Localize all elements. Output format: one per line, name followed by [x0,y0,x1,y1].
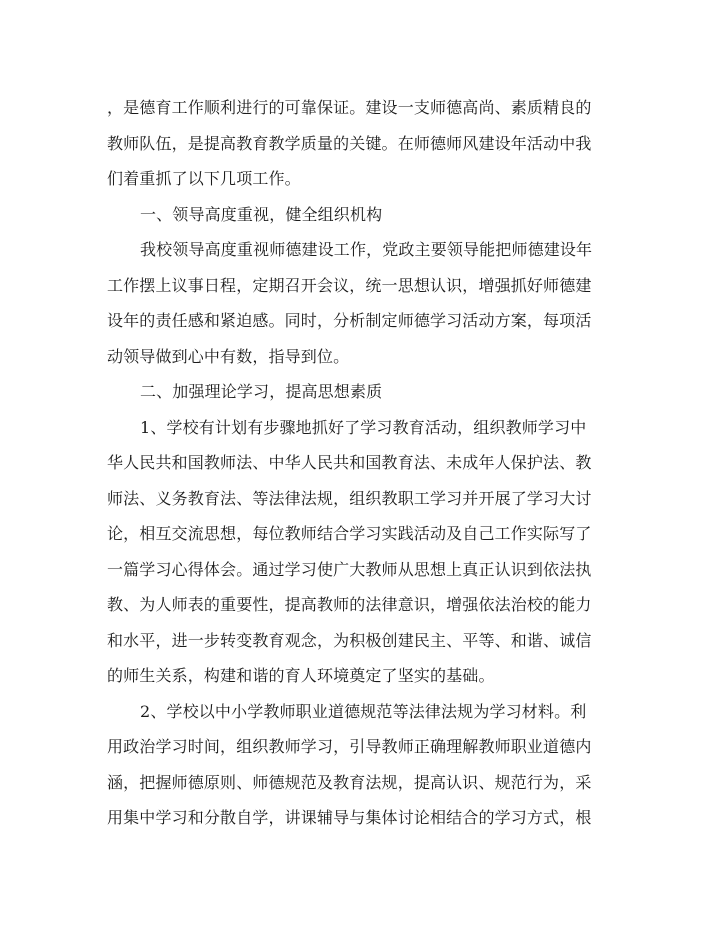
text-line: 们着重抓了以下几项工作。 [107,169,301,188]
text-line: 2、学校以中小学教师职业道德规范等法律法规为学习材料。利 [140,701,587,721]
text-line: 华人民共和国教师法、中华人民共和国教育法、未成年人保护法、教 [107,453,592,472]
text-line: 用集中学习和分散自学，讲课辅导与集体讨论相结合的学习方式，根 [107,808,592,827]
text-line: 涵，把握师德原则、师德规范及教育法规，提高认识、规范行为，采 [107,772,592,792]
text-line: ，是德育工作顺利进行的可靠保证。建设一支师德高尚、素质精良的 [107,98,592,117]
text-line: 教师队伍，是提高教育教学质量的关键。在师德师风建设年活动中我 [107,133,592,153]
text-line: 动领导做到心中有数，指导到位。 [107,346,350,366]
text-line: 教、为人师表的重要性，提高教师的法律意识，增强依法治校的能力 [107,595,592,614]
text-line: 用政治学习时间，组织教师学习，引导教师正确理解教师职业道德内 [107,737,592,756]
text-line: 我校领导高度重视师德建设工作，党政主要领导能把师德建设年 [140,240,593,259]
text-line: 的师生关系，构建和谐的育人环境奠定了坚实的基础。 [107,666,495,685]
text-line: 工作摆上议事日程，定期召开会议，统一思想认识，增强抓好师德建 [107,275,592,295]
text-line: 设年的责任感和紧迫感。同时，分析制定师德学习活动方案，每项活 [107,311,592,330]
section-heading-2: 二、加强理论学习，提高思想素质 [140,382,383,401]
section-heading-1: 一、领导高度重视，健全组织机构 [140,204,383,224]
text-line: 和水平，进一步转变教育观念，为积极创建民主、平等、和谐、诚信 [107,630,592,650]
text-line: 论，相互交流思想，每位教师结合学习实践活动及自己工作实际写了 [107,524,592,543]
body-text [107,90,612,836]
text-line: 1、学校有计划有步骤地抓好了学习教育活动，组织教师学习中 [140,417,587,437]
text-line: 一篇学习心得体会。通过学习使广大教师从思想上真正认识到依法执 [107,559,592,579]
text-line: 师法、义务教育法、等法律法规，组织教职工学习并开展了学习大讨 [107,488,592,508]
